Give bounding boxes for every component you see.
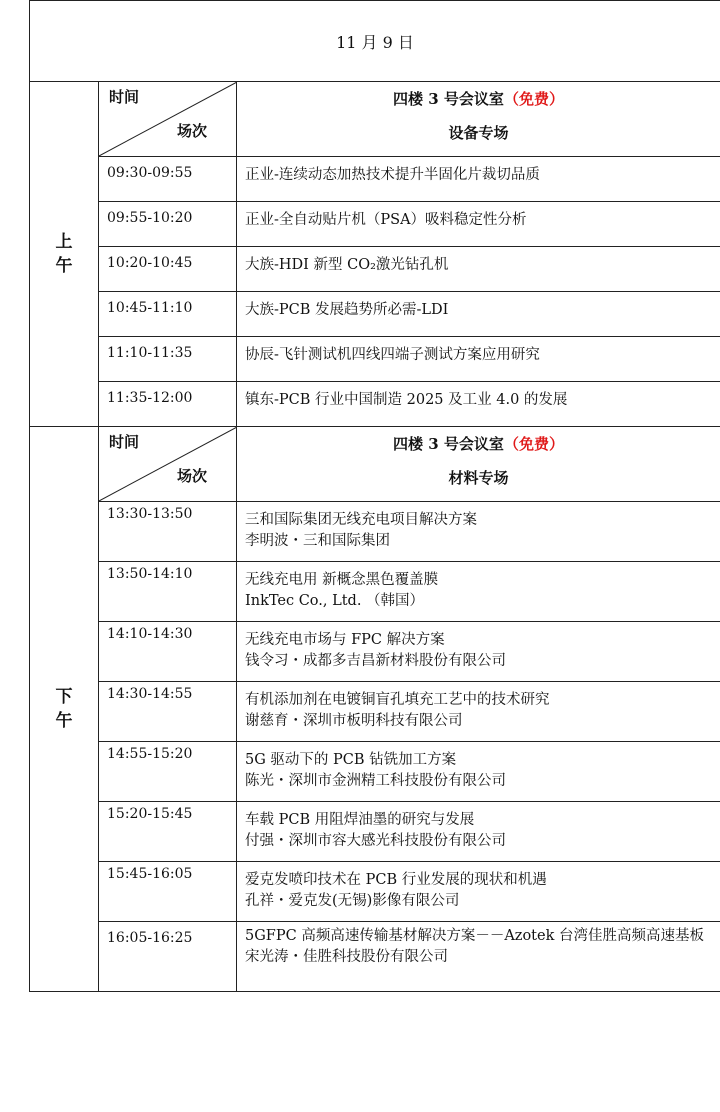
row-time: 10:45-11:10 [99,292,237,337]
header-slot-label: 场次 [177,467,208,485]
row-time: 11:35-12:00 [99,382,237,427]
free-badge: （免费） [503,435,564,453]
row-time: 14:55-15:20 [99,742,237,802]
row-time: 09:30-09:55 [99,157,237,202]
talk-speaker: 付强・深圳市容大感光科技股份有限公司 [245,833,506,849]
row-content [237,802,720,862]
row-content: 大族-HDI 新型 CO₂激光钻孔机 [237,247,720,292]
talk-title: 三和国际集团无线充电项目解决方案 [245,512,477,528]
talk-title: 无线充电市场与 FPC 解决方案 [245,632,445,648]
talk-title: 无线充电用 新概念黑色覆盖膜 [245,572,439,588]
row-time: 14:30-14:55 [99,682,237,742]
row-time: 14:10-14:30 [99,622,237,682]
talk-speaker: 李明波・三和国际集团 [245,533,390,549]
period-afternoon-char-1: 下 [55,687,73,707]
talk-speaker: 孔祥・爱克发(无锡)影像有限公司 [245,893,460,909]
period-morning-char-1: 上 [55,232,73,252]
header-room-cell [237,82,720,157]
header-time-label: 时间 [109,88,140,106]
table-row [30,802,720,862]
row-time: 16:05-16:25 [99,922,237,992]
row-content: 正业-连续动态加热技术提升半固化片裁切品质 [237,157,720,202]
table-row [30,502,720,562]
talk-speaker: 谢慈育・深圳市板明科技有限公司 [245,713,463,729]
room-name: 四楼 3 号会议室 [393,435,504,453]
table-row [30,562,720,622]
header-diagonal-cell [99,427,237,502]
period-morning [30,82,99,427]
row-time: 13:50-14:10 [99,562,237,622]
row-content [237,862,720,922]
row-time: 10:20-10:45 [99,247,237,292]
talk-title: 5GFPC 高频高速传输基材解决方案－－Azotek 台湾佳胜高频高速基板 [245,928,704,944]
row-content [237,562,720,622]
talk-title: 爱克发喷印技术在 PCB 行业发展的现状和机遇 [245,872,547,888]
free-badge: （免费） [503,90,564,108]
talk-title: 有机添加剂在电镀铜盲孔填充工艺中的技术研究 [245,692,550,708]
table-row [30,622,720,682]
period-afternoon-char-2: 午 [55,711,73,731]
table-row [30,337,720,382]
header-time-label: 时间 [109,433,140,451]
header-diagonal-cell [99,82,237,157]
row-time: 13:30-13:50 [99,502,237,562]
table-row [30,922,720,992]
row-content [237,682,720,742]
row-time: 11:10-11:35 [99,337,237,382]
talk-speaker: 钱令习・成都多吉昌新材料股份有限公司 [245,653,506,669]
talk-speaker: 陈光・深圳市金洲精工科技股份有限公司 [245,773,506,789]
talk-speaker: 宋光涛・佳胜科技股份有限公司 [245,949,448,965]
row-content: 正业-全自动贴片机（PSA）吸料稳定性分析 [237,202,720,247]
row-content [237,922,720,992]
row-time: 15:45-16:05 [99,862,237,922]
row-time: 15:20-15:45 [99,802,237,862]
row-content [237,502,720,562]
row-time: 09:55-10:20 [99,202,237,247]
row-content: 大族-PCB 发展趋势所必需-LDI [237,292,720,337]
talk-speaker: InkTec Co., Ltd. （韩国） [245,593,425,609]
table-row [30,247,720,292]
table-row [30,157,720,202]
table-row [30,862,720,922]
period-afternoon [30,427,99,992]
row-content: 镇东-PCB 行业中国制造 2025 及工业 4.0 的发展 [237,382,720,427]
talk-title: 车载 PCB 用阻焊油墨的研究与发展 [245,812,475,828]
row-content: 协辰-飞针测试机四线四端子测试方案应用研究 [237,337,720,382]
session-topic: 设备专场 [448,124,509,142]
date-heading: 11 月 9 日 [30,1,720,82]
table-row [30,292,720,337]
row-content [237,742,720,802]
header-slot-label: 场次 [177,122,208,140]
table-row [30,202,720,247]
row-content [237,622,720,682]
talk-title: 5G 驱动下的 PCB 钻铣加工方案 [245,752,457,768]
header-room-cell [237,427,720,502]
table-row [30,382,720,427]
table-row [30,682,720,742]
period-morning-char-2: 午 [55,256,73,276]
room-name: 四楼 3 号会议室 [393,90,504,108]
session-topic: 材料专场 [448,469,509,487]
schedule-table [29,0,720,992]
table-row [30,742,720,802]
